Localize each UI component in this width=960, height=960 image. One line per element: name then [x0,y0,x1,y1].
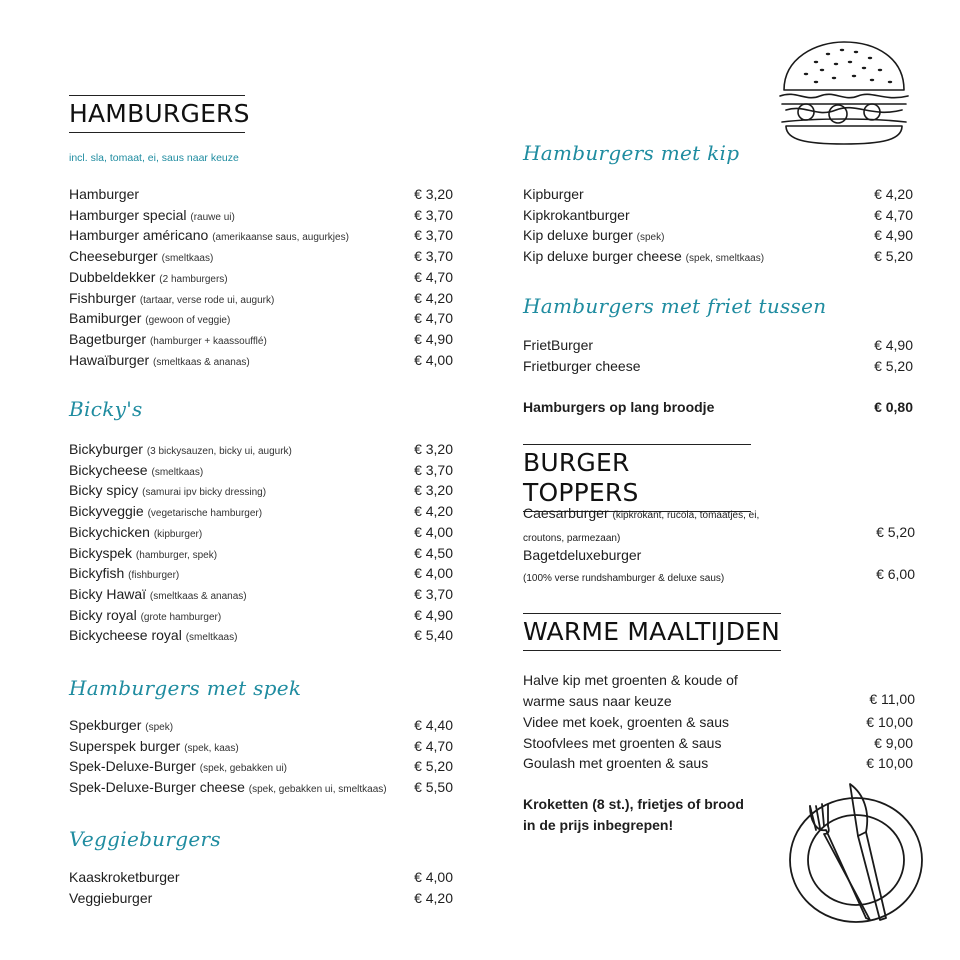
item-detail: (grote hamburger) [140,611,222,623]
item-title: Bicky spicy [69,482,139,499]
item-title: Cheeseburger [69,248,158,265]
item-title: Bickycheese royal [69,627,182,644]
item-name [69,867,180,887]
item-name [69,756,287,779]
item-price: € 5,20 [874,357,913,374]
item-name [69,522,202,545]
item-name [523,205,630,225]
item-price: € 4,50 [414,544,453,561]
item-title: Bickyveggie [69,503,144,520]
spek-title: Hamburgers met spek [69,676,302,700]
item-price: € 4,90 [414,606,453,623]
menu-item-row [523,733,913,753]
item-name [69,777,387,800]
menu-item-row [69,736,453,759]
item-price: € 4,00 [414,565,453,582]
menu-item-row [69,246,453,269]
menu-item-row [523,225,913,248]
item-name [69,715,173,738]
item-name [69,501,262,524]
warme-title: WARME MAALTIJDEN [523,613,781,651]
burger-icon [776,38,912,146]
item-name [69,625,237,648]
item-line-2: warme saus naar keuze [523,693,672,709]
item-detail: (kipkrokant, rucola, tomaatjes, ei, [612,510,760,521]
menu-item-row [523,356,913,376]
hamburgers-title: HAMBURGERS [69,95,245,133]
item-price: € 4,00 [414,351,453,368]
item-name [523,225,664,248]
caesar-price: € 5,20 [876,524,915,540]
menu-item-row [69,584,453,607]
item-name [69,246,213,269]
item-title: Bicky royal [69,606,137,623]
item-price: € 4,40 [414,717,453,733]
item-title: Goulash met groenten & saus [523,755,709,772]
item-name: Hamburgers op lang broodje [523,399,715,415]
item-detail: (spek) [145,722,174,733]
item-price: € 0,80 [874,399,913,415]
item-title: Videe met koek, groenten & saus [523,714,729,730]
item-name [69,308,230,331]
item-name: Bagetdeluxeburger [523,547,642,563]
item-detail: (smeltkaas) [161,253,214,265]
item-detail: (hamburger + kaassoufflé) [149,335,267,347]
item-detail: (vegetarische hamburger) [147,508,263,520]
item-title: Kaaskroketburger [69,869,180,885]
item-title: Hamburger américano [69,227,209,244]
menu-item-row [69,308,453,331]
item-price: € 10,00 [866,755,913,772]
item-detail: (spek, kaas) [184,742,239,754]
item-price: € 4,20 [874,186,913,202]
item-price: € 4,70 [414,310,453,327]
item-name [69,460,203,483]
item-name [69,584,247,607]
item-name [69,736,239,759]
item-name [69,543,217,566]
item-title: Dubbeldekker [69,268,156,285]
item-name [69,205,235,228]
item-title: Superspek burger [69,737,181,754]
item-price: € 5,40 [414,627,453,644]
item-line-1: Halve kip met groenten & koude of [523,672,738,688]
item-price: € 3,70 [414,248,453,265]
item-name [523,356,641,376]
item-detail: (100% verse rundshamburger & deluxe saus) [523,573,725,584]
plate-cutlery-icon [788,780,926,928]
item-title: Spek-Deluxe-Burger cheese [69,779,245,796]
item-detail: (hamburger, spek) [135,549,218,561]
item-title: Bamiburger [69,310,142,327]
item-detail: (spek, smeltkaas) [685,253,765,265]
item-price: € 3,70 [414,585,453,602]
menu-item-row [69,756,453,779]
item-title: Spekburger [69,717,142,733]
menu-item-row [69,460,453,483]
item-name [523,712,729,732]
menu-item-row [523,246,913,269]
item-price: € 3,70 [414,227,453,244]
item-name [523,184,584,204]
item-detail: (spek, gebakken ui, smeltkaas) [248,784,387,796]
item-price: € 4,70 [414,737,453,754]
item-title: Bickyspek [69,544,133,561]
menu-item-row [69,329,453,352]
item-title: Veggieburger [69,889,153,906]
menu-item-row [523,712,913,732]
item-detail: (smeltkaas & ananas) [149,590,247,602]
menu-item-row [69,563,453,586]
toppers-title: BURGER TOPPERS [523,444,751,512]
menu-item-row [523,753,913,773]
item-price: € 5,50 [414,779,453,796]
item-detail: (fishburger) [128,570,180,582]
item-price: € 4,90 [874,337,913,353]
item-name [69,439,292,462]
item-name [69,563,179,586]
menu-item-row [69,288,453,311]
menu-item-row [69,605,453,628]
item-price: € 4,00 [414,523,453,540]
item-name [69,184,139,204]
halve-kip-item [523,670,738,712]
item-price: € 5,20 [414,758,453,775]
item-title: Bickychicken [69,523,150,540]
item-name [523,753,708,773]
hamburgers-note: incl. sla, tomaat, ei, saus naar keuze [69,152,239,164]
item-title: Kipkrokantburger [523,206,630,223]
menu-item-row [523,335,913,355]
menu-item-row [69,267,453,290]
kip-title: Hamburgers met kip [523,141,740,165]
item-detail-2: croutons, parmezaan) [523,533,621,544]
item-detail: (spek, gebakken ui) [199,763,288,775]
item-price: € 9,00 [874,734,913,751]
lang-broodje-row [523,397,913,417]
item-title: Hamburger [69,186,140,202]
item-title: Frietburger cheese [523,357,641,374]
item-price: € 3,70 [414,461,453,478]
menu-item-row [523,205,913,225]
item-detail: (smeltkaas) [151,466,204,478]
item-name: Caesarburger [523,505,609,521]
item-price: € 3,20 [414,441,453,457]
item-price: € 4,70 [414,268,453,285]
item-detail: (rauwe ui) [190,211,235,223]
item-detail: (spek) [636,232,665,244]
item-title: Bagetburger [69,330,147,347]
menu-item-row [69,184,453,204]
menu-item-row [69,777,453,800]
item-title: Bicky Hawaï [69,585,147,602]
item-title: Fishburger [69,289,136,306]
menu-item-row [69,225,453,248]
veggie-title: Veggieburgers [69,827,221,851]
item-name [69,605,221,628]
item-name [69,350,250,373]
menu-item-row [523,184,913,204]
item-detail: (2 hamburgers) [159,273,228,285]
bickys-title: Bicky's [69,397,143,421]
item-title: Kip deluxe burger cheese [523,248,682,265]
item-detail: (3 bickysauzen, bicky ui, augurk) [146,446,292,457]
item-name [69,267,228,290]
baget-item [523,545,724,589]
item-price: € 4,20 [414,503,453,520]
item-price: € 4,70 [874,206,913,223]
item-name [69,225,349,248]
item-title: Bickycheese [69,461,148,478]
menu-item-row [69,350,453,373]
item-title: FrietBurger [523,337,594,353]
item-price: € 5,20 [874,248,913,265]
menu-item-row [69,543,453,566]
warme-footnote [523,794,744,836]
item-title: Kip deluxe burger [523,227,633,244]
item-title: Hawaïburger [69,351,150,368]
item-detail: (tartaar, verse rode ui, augurk) [139,294,275,306]
item-detail: (smeltkaas & ananas) [153,356,250,368]
friet-title: Hamburgers met friet tussen [523,294,827,318]
item-title: Stoofvlees met groenten & saus [523,734,722,751]
item-price: € 10,00 [866,714,913,730]
item-price: € 4,20 [414,889,453,906]
item-detail: (samurai ipv bicky dressing) [142,487,267,499]
footnote-line-2: in de prijs inbegrepen! [523,817,674,833]
menu-item-row [69,205,453,228]
item-detail: (gewoon of veggie) [145,315,231,327]
item-name [523,246,764,269]
menu-item-row [69,501,453,524]
baget-price: € 6,00 [876,566,915,582]
menu-item-row [69,888,453,908]
item-title: Kipburger [523,186,584,202]
item-name [69,288,274,311]
menu-item-row [69,715,453,738]
caesar-item [523,503,759,549]
item-price: € 4,90 [414,330,453,347]
item-detail: (amerikaanse saus, augurkjes) [212,232,349,244]
halve-kip-price: € 11,00 [869,691,915,707]
item-detail: (smeltkaas) [185,632,238,644]
item-name [69,329,267,352]
menu-item-row [69,867,453,887]
item-detail: (kipburger) [153,528,203,540]
item-price: € 4,90 [874,227,913,244]
item-title: Bickyfish [69,565,125,582]
item-name [523,335,593,355]
menu-item-row [69,480,453,503]
item-price: € 4,20 [414,289,453,306]
item-name [69,888,152,908]
item-price: € 4,00 [414,869,453,885]
menu-item-row [69,625,453,648]
item-name [523,733,721,753]
item-price: € 3,20 [414,482,453,499]
item-price: € 3,70 [414,206,453,223]
item-title: Bickyburger [69,441,143,457]
footnote-line-1: Kroketten (8 st.), frietjes of brood [523,796,744,812]
menu-item-row [69,439,453,462]
item-title: Spek-Deluxe-Burger [69,758,196,775]
item-name [69,480,266,503]
item-price: € 3,20 [414,186,453,202]
item-title: Hamburger special [69,206,187,223]
menu-item-row [69,522,453,545]
